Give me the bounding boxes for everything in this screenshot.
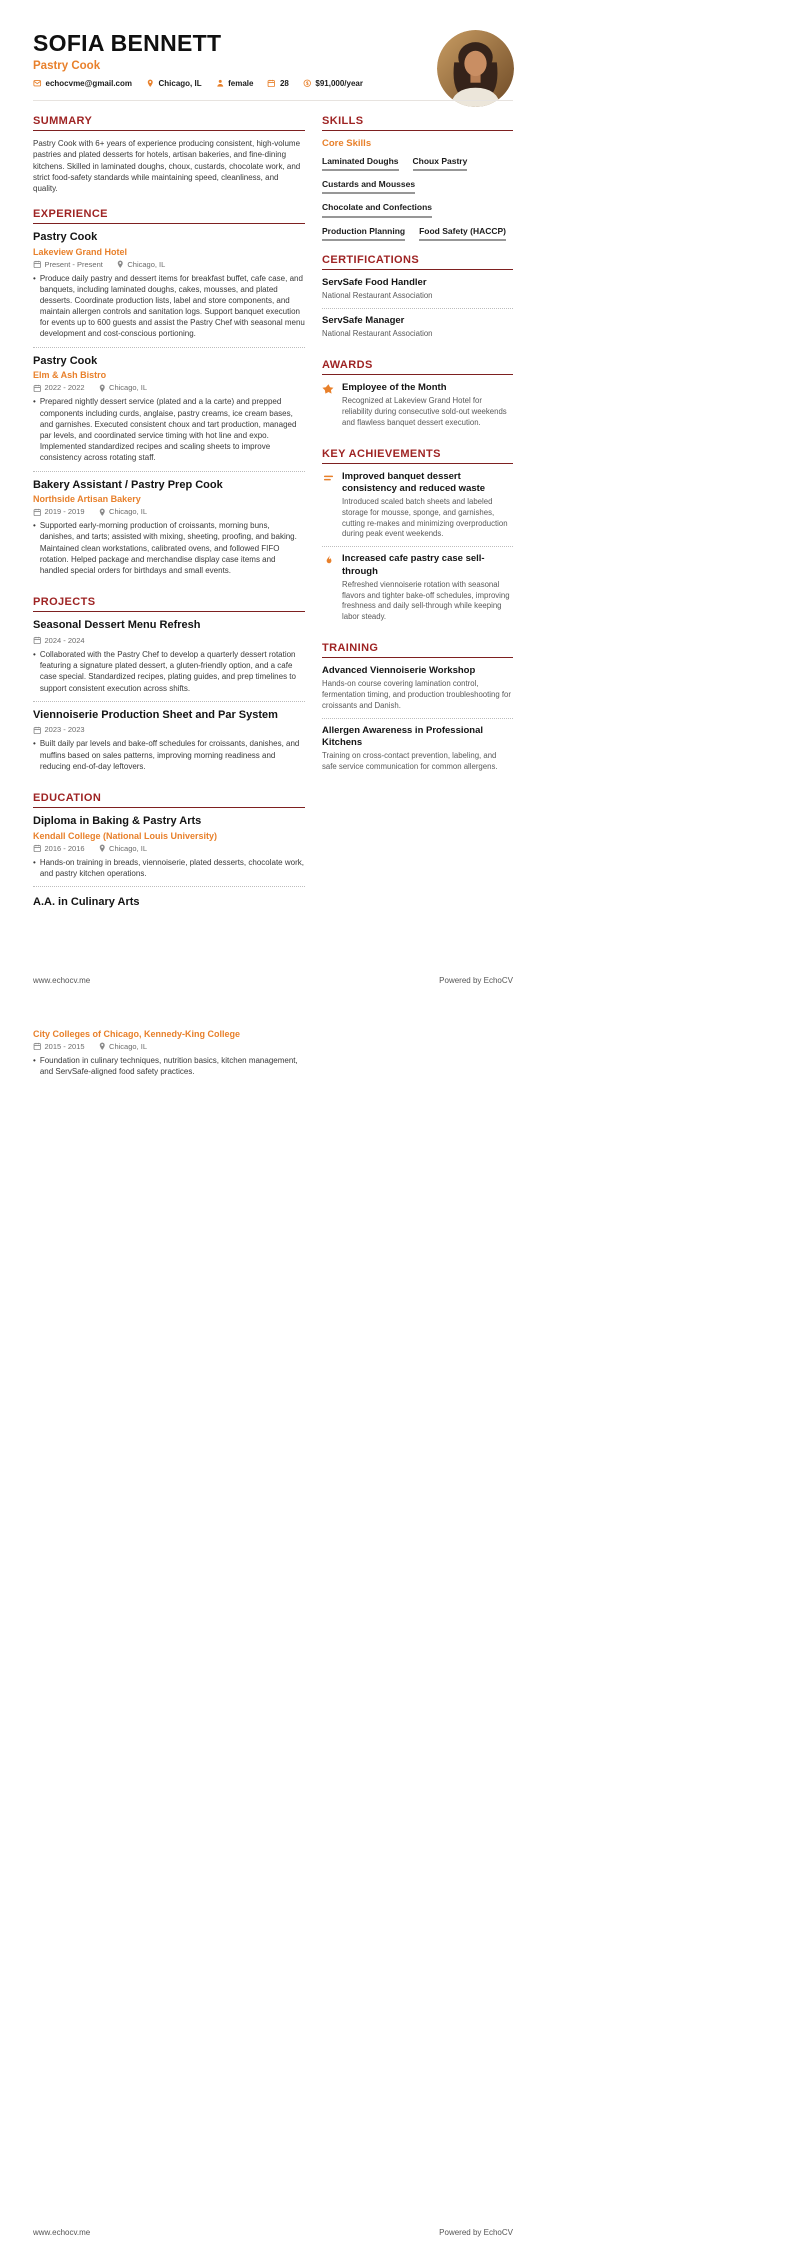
bullet-point bbox=[33, 273, 305, 340]
page1-footer bbox=[33, 976, 513, 985]
project-bullets bbox=[33, 738, 305, 772]
job-location bbox=[98, 507, 147, 516]
contact-row bbox=[33, 79, 513, 88]
education-location-text: Chicago, IL bbox=[109, 1041, 147, 1051]
footer-site-link[interactable]: www.echocv.me bbox=[33, 975, 91, 985]
location-pin-icon bbox=[98, 508, 107, 517]
education-item bbox=[33, 896, 305, 917]
contact-location-text: Chicago, IL bbox=[158, 79, 202, 88]
education-bullets bbox=[33, 1055, 305, 1077]
degree-title: Diploma in Baking & Pastry Arts bbox=[33, 815, 202, 828]
contact-gender bbox=[216, 79, 254, 88]
certification-org: National Restaurant Association bbox=[322, 329, 433, 339]
bullet-text: • Produce daily pastry and dessert items for breakfast buffet, cafe case, and banquets, including laminated doughs, cakes, mousses, and plated desserts. Coordinate production lists, label and store components, and maintain allergen controls and sanitation logs. Support banquet execution for events up to 600 guests and assist the Pastry Chef with seasonal menu development and cost-conscious portioning. bbox=[39, 273, 305, 339]
project-title: Seasonal Dessert Menu Refresh bbox=[33, 619, 201, 632]
page-content bbox=[0, 0, 513, 1077]
skills-group-label: Core Skills bbox=[322, 138, 372, 149]
job-title: Bakery Assistant / Pastry Prep Cook bbox=[33, 478, 223, 491]
powered-by-link[interactable]: Powered by EchoCV bbox=[439, 2228, 513, 2237]
envelope-icon bbox=[33, 79, 42, 88]
skill-tag: Production Planning bbox=[322, 226, 405, 241]
job-dates bbox=[33, 383, 85, 392]
certifications-heading: CERTIFICATIONS bbox=[322, 254, 513, 270]
certification-name: ServSafe Manager bbox=[322, 314, 405, 326]
bullet-text: • Supported early-morning production of croissants, morning buns, danishes, and tarts; assisted with mixing, sheeting, proofing, and baking. Maintained clean workstations, calibrated ovens, and followed FIFO rotation. Helped package and merchandise display case items and handled special orders for birthdays and small events. bbox=[39, 521, 297, 576]
education-location bbox=[98, 1042, 147, 1051]
awards-heading: AWARDS bbox=[322, 359, 513, 375]
section-projects bbox=[33, 596, 305, 779]
bullet-point bbox=[33, 857, 305, 879]
job-dates-text: Present - Present bbox=[44, 259, 103, 269]
job-location bbox=[116, 260, 165, 269]
two-column-layout bbox=[33, 115, 513, 930]
job-title: Pastry Cook bbox=[33, 230, 98, 243]
school-name: City Colleges of Chicago, Kennedy-King College bbox=[33, 1028, 241, 1039]
education-item bbox=[33, 815, 305, 887]
contact-salary-text: $91,000/year bbox=[315, 79, 363, 88]
job-location-text: Chicago, IL bbox=[109, 507, 147, 517]
section-certifications bbox=[322, 254, 513, 346]
location-pin-icon bbox=[98, 1042, 107, 1051]
job-title: Pastry Cook bbox=[33, 354, 98, 367]
bullet-point bbox=[33, 1055, 305, 1077]
section-awards bbox=[322, 359, 513, 435]
job-dates-text: 2019 - 2019 bbox=[44, 507, 85, 517]
award-title: Employee of the Month bbox=[342, 381, 447, 393]
bullet-point bbox=[33, 738, 305, 772]
job-meta bbox=[33, 507, 305, 516]
job-bullets bbox=[33, 520, 305, 576]
award-item bbox=[322, 382, 513, 435]
contact-email[interactable] bbox=[33, 79, 132, 88]
job-meta bbox=[33, 260, 305, 269]
education-location bbox=[98, 844, 147, 853]
project-dates-text: 2024 - 2024 bbox=[44, 635, 85, 645]
school-name: Kendall College (National Louis University) bbox=[33, 830, 218, 841]
calendar-icon bbox=[33, 726, 42, 735]
key-achievements-heading: KEY ACHIEVEMENTS bbox=[322, 448, 513, 464]
education-dates bbox=[33, 844, 85, 853]
job-meta bbox=[33, 383, 305, 392]
section-education bbox=[33, 792, 305, 917]
person-icon bbox=[216, 79, 225, 88]
experience-item bbox=[33, 355, 305, 472]
location-pin-icon bbox=[98, 384, 107, 393]
education-bullets bbox=[33, 857, 305, 879]
bullet-point bbox=[33, 396, 305, 463]
right-column bbox=[322, 115, 513, 792]
contact-location bbox=[146, 79, 202, 88]
candidate-title: Pastry Cook bbox=[33, 60, 101, 72]
resume-header bbox=[33, 30, 513, 101]
training-title: Allergen Awareness in Professional Kitchens bbox=[322, 724, 484, 748]
location-pin-icon bbox=[146, 79, 155, 88]
bullet-text: • Collaborated with the Pastry Chef to develop a quarterly dessert rotation featuring a signature plated dessert, a gluten-friendly option, and a cafe case special. Standardized recipes, plating guides, and prep timelines to support consistent execution across shifts. bbox=[39, 649, 296, 693]
bullet-point bbox=[33, 649, 305, 694]
contact-age bbox=[267, 79, 288, 88]
bullet-point bbox=[33, 520, 305, 576]
education-dates-text: 2016 - 2016 bbox=[44, 843, 85, 853]
flame-icon bbox=[322, 554, 335, 567]
award-body bbox=[342, 382, 513, 429]
contact-age-text: 28 bbox=[279, 79, 289, 88]
company-name: Lakeview Grand Hotel bbox=[33, 246, 128, 257]
bullet-text: • Prepared nightly dessert service (plated and a la carte) and prepped components including curds, anglaise, pastry creams, ice cream bases, and garnishes. Executed consistent choux and tart production, managed par levels, and coordinated service timing with hot line and expo. Implemented standardized recipes and scaling sheets to improve consistency across rotating staff. bbox=[39, 397, 297, 463]
dollar-circle-icon bbox=[303, 79, 312, 88]
certification-name: ServSafe Food Handler bbox=[322, 276, 427, 288]
skill-tags bbox=[322, 156, 513, 241]
training-description: Hands-on course covering lamination control, fermentation timing, and production troubleshooting for croissants and Danish. bbox=[322, 679, 511, 710]
summary-text: Pastry Cook with 6+ years of experience producing consistent, high-volume pastries and plated desserts for hotels, artisan bakeries, and fine-dining kitchens. Skilled in laminated doughs, choux, custards, chocolate work, and strict food-safety standards while maintaining speed, cleanliness, and quality. bbox=[33, 139, 301, 194]
job-location-text: Chicago, IL bbox=[109, 383, 147, 393]
powered-by-link[interactable]: Powered by EchoCV bbox=[439, 975, 513, 985]
summary-heading: SUMMARY bbox=[33, 115, 305, 131]
education-meta bbox=[33, 844, 305, 853]
contact-gender-text: female bbox=[228, 79, 254, 88]
degree-title: A.A. in Culinary Arts bbox=[33, 896, 140, 909]
candidate-name: SOFIA BENNETT bbox=[33, 30, 222, 56]
job-location-text: Chicago, IL bbox=[127, 259, 166, 269]
footer-site-link[interactable]: www.echocv.me bbox=[33, 2228, 91, 2237]
certification-item bbox=[322, 277, 513, 309]
section-skills bbox=[322, 115, 513, 241]
education-dates-text: 2015 - 2015 bbox=[44, 1041, 85, 1051]
projects-heading: PROJECTS bbox=[33, 596, 305, 612]
education-heading: EDUCATION bbox=[33, 792, 305, 808]
calendar-icon bbox=[33, 508, 42, 517]
page2-footer bbox=[33, 2228, 513, 2237]
experience-item bbox=[33, 479, 305, 584]
project-dates bbox=[33, 725, 85, 734]
experience-item bbox=[33, 231, 305, 348]
project-dates bbox=[33, 636, 85, 645]
section-summary bbox=[33, 115, 305, 195]
project-title: Viennoiserie Production Sheet and Par System bbox=[33, 708, 278, 721]
experience-heading: EXPERIENCE bbox=[33, 208, 305, 224]
achievement-body bbox=[342, 553, 513, 623]
project-item bbox=[33, 619, 305, 702]
achievement-item bbox=[322, 553, 513, 629]
education-item-continued bbox=[33, 1029, 305, 1077]
job-dates bbox=[33, 260, 103, 269]
job-location bbox=[98, 383, 147, 392]
training-title: Advanced Viennoiserie Workshop bbox=[322, 664, 476, 676]
achievement-title: Increased cafe pastry case sell-through bbox=[342, 553, 485, 577]
education-location-text: Chicago, IL bbox=[109, 843, 147, 853]
calendar-icon bbox=[33, 844, 42, 853]
achievement-description: Refreshed viennoiserie rotation with seasonal flavors and tighter bake-off schedules, improving freshness and daily sell-through while keeping labor steady. bbox=[342, 579, 510, 622]
section-experience bbox=[33, 208, 305, 583]
bullet-text: • Built daily par levels and bake-off schedules for croissants, danishes, and muffins based on sales patterns, improving morning readiness and reducing end-of-day leftovers. bbox=[39, 739, 300, 771]
calendar-icon bbox=[267, 79, 276, 88]
calendar-icon bbox=[33, 1042, 42, 1051]
skill-tag: Food Safety (HACCP) bbox=[419, 226, 506, 241]
project-item bbox=[33, 709, 305, 779]
section-training bbox=[322, 642, 513, 779]
company-name: Northside Artisan Bakery bbox=[33, 494, 141, 505]
bullet-text: • Foundation in culinary techniques, nutrition basics, kitchen management, and ServSafe-aligned food safety practices. bbox=[39, 1055, 298, 1077]
skill-tag: Custards and Mousses bbox=[322, 179, 415, 194]
education-dates bbox=[33, 1042, 85, 1051]
training-item bbox=[322, 665, 513, 719]
education-meta bbox=[33, 1042, 305, 1051]
achievement-title: Improved banquet dessert consistency and reduced waste bbox=[342, 470, 486, 494]
skill-tag: Choux Pastry bbox=[413, 156, 468, 171]
certification-item bbox=[322, 315, 513, 346]
company-name: Elm & Ash Bistro bbox=[33, 370, 107, 381]
training-heading: TRAINING bbox=[322, 642, 513, 658]
project-bullets bbox=[33, 649, 305, 694]
project-dates-text: 2023 - 2023 bbox=[44, 725, 85, 735]
skills-heading: SKILLS bbox=[322, 115, 513, 131]
job-dates-text: 2022 - 2022 bbox=[44, 383, 85, 393]
skill-tag: Chocolate and Confections bbox=[322, 202, 432, 217]
location-pin-icon bbox=[116, 260, 125, 269]
calendar-icon bbox=[33, 636, 42, 645]
training-item bbox=[322, 725, 513, 779]
skill-tag: Laminated Doughs bbox=[322, 156, 399, 171]
location-pin-icon bbox=[98, 844, 107, 853]
job-bullets bbox=[33, 396, 305, 463]
achievement-body bbox=[342, 471, 513, 541]
project-meta bbox=[33, 636, 305, 645]
training-description: Training on cross-contact prevention, labeling, and safe service communication for common allergens. bbox=[322, 751, 498, 771]
achievement-description: Introduced scaled batch sheets and labeled storage for mousse, sponge, and garnishes, cutting re-makes and minimizing overproduction during peak event weekends. bbox=[342, 497, 508, 539]
left-column bbox=[33, 115, 305, 930]
calendar-icon bbox=[33, 384, 42, 393]
contact-salary bbox=[303, 79, 363, 88]
certification-org: National Restaurant Association bbox=[322, 291, 433, 301]
section-key-achievements bbox=[322, 448, 513, 629]
list-lines-icon bbox=[322, 472, 335, 485]
contact-email-text: echocvme@gmail.com bbox=[45, 79, 132, 88]
bullet-text: • Hands-on training in breads, viennoiserie, plated desserts, chocolate work, and pastry kitchen operations. bbox=[39, 857, 304, 878]
calendar-icon bbox=[33, 260, 42, 269]
achievement-item bbox=[322, 471, 513, 548]
job-bullets bbox=[33, 273, 305, 340]
award-star-icon bbox=[322, 383, 335, 396]
award-description: Recognized at Lakeview Grand Hotel for reliability during consecutive sold-out weekends and flawless banquet dessert execution. bbox=[342, 396, 507, 427]
job-dates bbox=[33, 507, 85, 516]
project-meta bbox=[33, 725, 305, 734]
